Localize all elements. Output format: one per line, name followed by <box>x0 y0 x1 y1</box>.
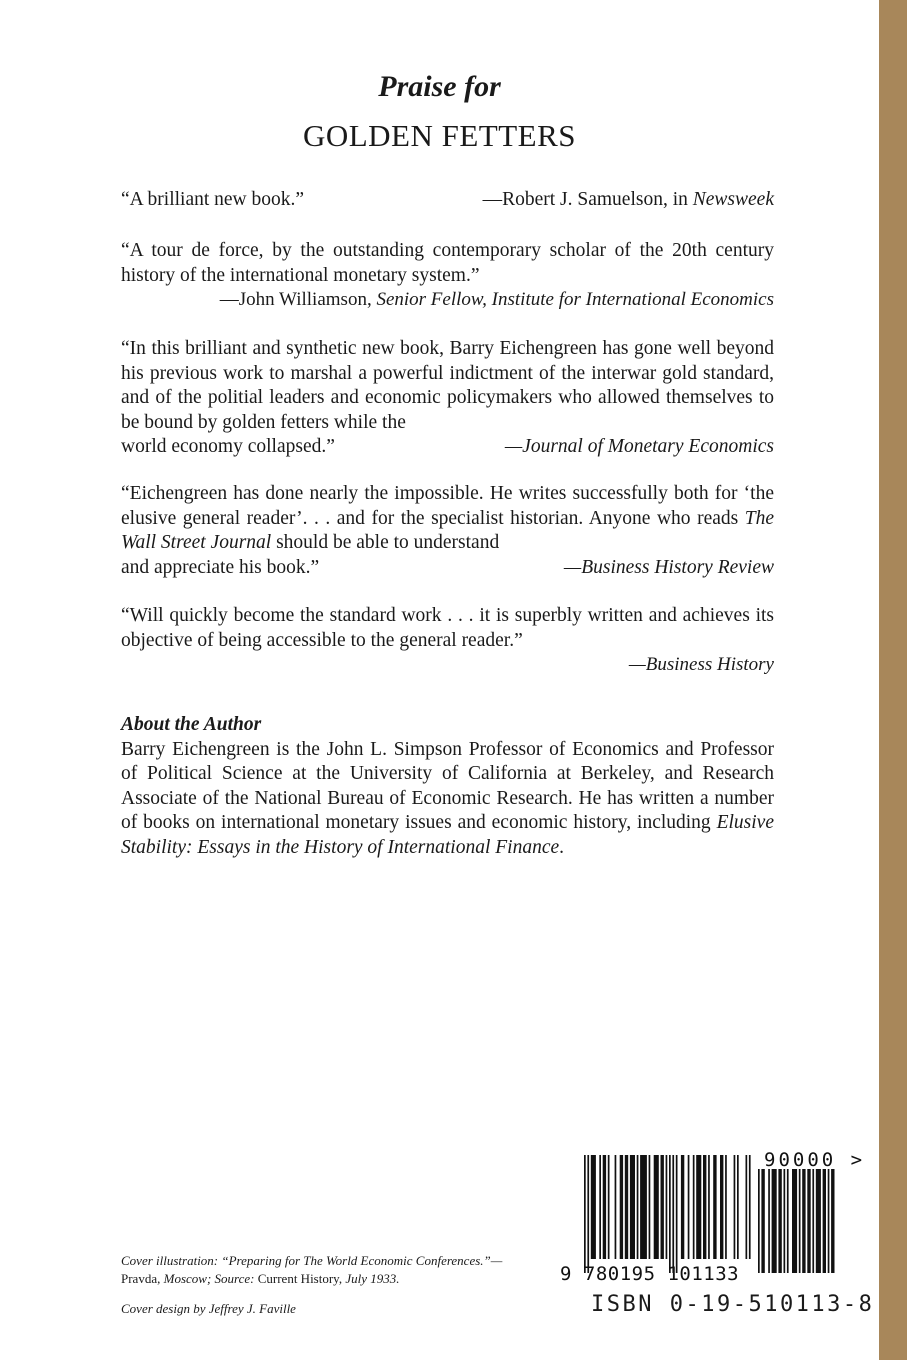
quote-text: “A brilliant new book.” <box>121 189 305 210</box>
quote-attribution: —Business History Review <box>563 556 774 578</box>
quote-bhr <box>121 482 774 580</box>
book-title: GOLDEN FETTERS <box>302 118 577 153</box>
praise-heading: Praise for <box>378 70 501 103</box>
about-author <box>121 713 774 860</box>
ean-barcode <box>584 1155 754 1275</box>
addon-barcode <box>758 1169 846 1275</box>
barcode-digits: 9 780195 101133 <box>560 1263 740 1285</box>
quote-williamson <box>121 239 774 313</box>
cover-design-credit: Cover design by Jeffrey J. Faville <box>121 1301 296 1316</box>
spine-edge <box>879 0 907 1360</box>
isbn: ISBN 0-19-510113-8 <box>591 1292 875 1317</box>
quote-last-line: world economy collapsed.” <box>121 436 335 457</box>
quote-attribution: —Business History <box>628 654 774 675</box>
quote-text: “In this brilliant and synthetic new book, Barry Eichengreen has gone well beyond his previous work to marshal a powerful indictment of the interwar gold standard, and of the politial leaders and economic policymakers who allowed themselves to be bound by golden fetters while the <box>121 338 774 433</box>
quote-text: “A tour de force, by the outstanding contemporary scholar of the 20th century history of the international monetary system.” <box>121 240 774 286</box>
quote-text: “Will quickly become the standard work . . . it is superbly written and achieves its objective of being accessible to the general reader.” <box>121 605 774 651</box>
quote-samuelson <box>121 188 774 213</box>
quote-attribution: —Journal of Monetary Economics <box>504 436 774 457</box>
about-heading: About the Author <box>121 714 262 735</box>
quote-attribution: —John Williamson, Senior Fellow, Institute for International Economics <box>219 289 774 310</box>
quote-text: “Eichengreen has done nearly the impossible. He writes successfully both for ‘the elusive general reader’. . . and for the specialist historian. Anyone who reads The Wall Street Journal should be able to understand <box>121 483 774 553</box>
quote-attribution: —Robert J. Samuelson, in Newsweek <box>482 189 774 210</box>
barcode-addon: 90000 > <box>764 1149 866 1171</box>
quote-business-history <box>121 604 774 678</box>
quote-jme <box>121 337 774 460</box>
about-text: Barry Eichengreen is the John L. Simpson Professor of Economics and Professor of Political Science at the University of California at Berkeley, and Research Associate of the National Bureau of Economic Research. He has written a number of books on international monetary issues and economic history, including Elusive Stability: Essays in the History of International Finance. <box>121 738 774 858</box>
cover-illustration-credit: Cover illustration: “Preparing for The World Economic Conferences.”— Pravda, Moscow; Source: Current History, July 1933. <box>121 1253 503 1286</box>
quote-last-line: and appreciate his book.” <box>121 556 320 578</box>
